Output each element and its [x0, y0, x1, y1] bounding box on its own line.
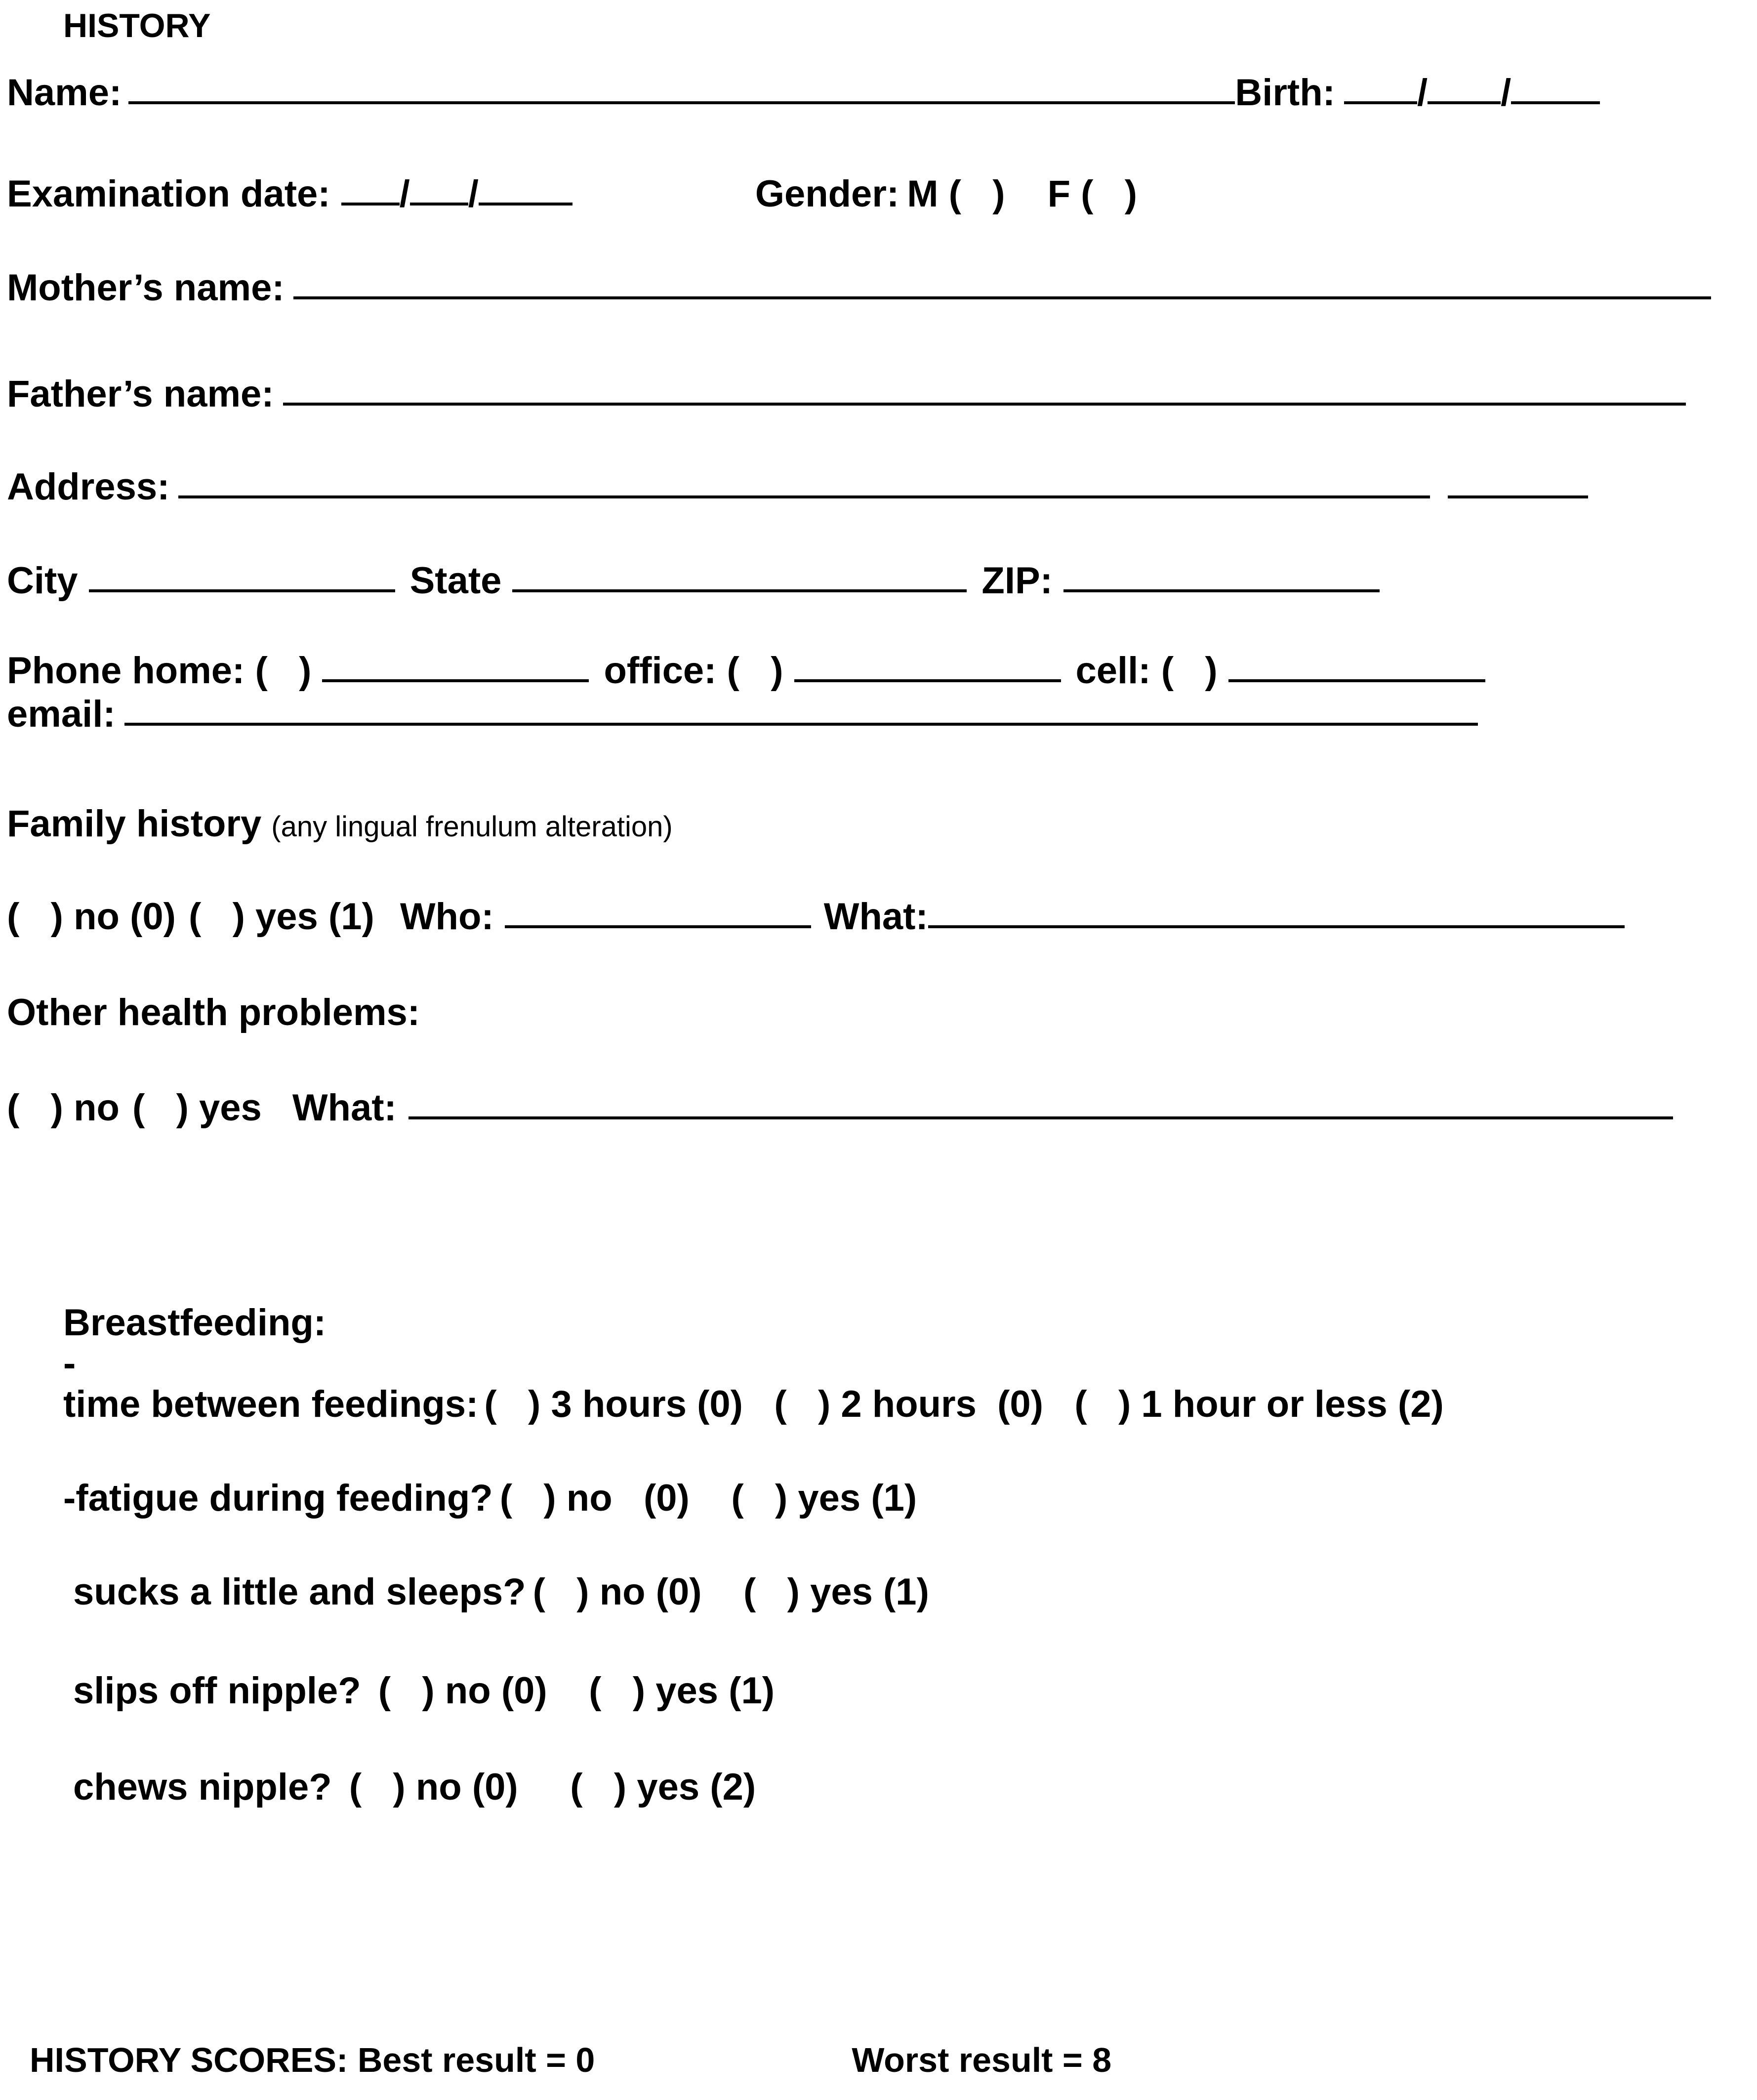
breastfeeding-dash-row — [63, 1342, 76, 1384]
city-state-zip-row — [7, 562, 1380, 600]
phone-cell-label: cell: ( ) — [1075, 650, 1218, 692]
other-health-options-row — [7, 1089, 1673, 1127]
family-history-options-row — [7, 898, 1625, 936]
mother-name-row — [7, 269, 1711, 307]
exam-date-row — [7, 175, 1137, 213]
gender-male-option[interactable]: M ( ) — [907, 173, 1005, 215]
father-name-input-line-b[interactable] — [1088, 403, 1686, 406]
breastfeeding-question-row-4 — [73, 1766, 756, 1808]
address-label: Address: — [7, 466, 170, 508]
breastfeeding-question-row-0 — [63, 1383, 1444, 1425]
exam-slash-2: / — [468, 173, 479, 215]
family-history-yes-option[interactable]: ( ) yes (1) — [188, 896, 374, 938]
father-name-input-line-a[interactable] — [283, 403, 1088, 406]
birth-day-line[interactable] — [1344, 101, 1417, 104]
state-label: State — [409, 560, 502, 602]
history-scores-row — [30, 2043, 1111, 2077]
birth-label: Birth: — [1235, 72, 1335, 114]
exam-date-label: Examination date: — [7, 173, 330, 215]
mother-name-label: Mother’s name: — [7, 267, 285, 309]
history-scores-worst-label: Worst result = 8 — [852, 2041, 1112, 2079]
address-input-line[interactable] — [178, 495, 1430, 498]
phone-row — [7, 652, 1485, 690]
city-input-line[interactable] — [89, 589, 395, 592]
other-health-heading: Other health problems: — [7, 991, 420, 1033]
exam-slash-1: / — [399, 173, 410, 215]
breastfeeding-options-1[interactable]: ( ) no (0) ( ) yes (1) — [499, 1477, 917, 1519]
family-history-who-input-line[interactable] — [505, 925, 811, 928]
page-title — [63, 9, 211, 42]
gender-female-option[interactable]: F ( ) — [1047, 173, 1138, 215]
breastfeeding-heading-row — [63, 1304, 326, 1342]
family-history-no-option[interactable]: ( ) no (0) — [7, 896, 176, 938]
name-input-line[interactable] — [128, 101, 1235, 104]
breastfeeding-options-4[interactable]: ( ) no (0) ( ) yes (2) — [338, 1766, 756, 1808]
address-row — [7, 468, 1588, 506]
exam-month-line[interactable] — [410, 203, 468, 206]
phone-office-input-line[interactable] — [794, 679, 1061, 682]
family-history-who-label: Who: — [400, 896, 494, 938]
other-health-yes-option[interactable]: ( ) yes — [132, 1087, 262, 1129]
other-health-what-input-line[interactable] — [409, 1116, 1673, 1119]
breastfeeding-question-row-2 — [73, 1573, 929, 1611]
family-history-heading-row — [7, 805, 673, 843]
zip-label: ZIP: — [981, 560, 1053, 602]
birth-month-line[interactable] — [1428, 101, 1501, 104]
mother-name-input-line[interactable] — [293, 296, 1711, 299]
phone-cell-input-line[interactable] — [1228, 679, 1485, 682]
email-input-line[interactable] — [124, 723, 1478, 726]
city-label: City — [7, 560, 78, 602]
breastfeeding-options-3[interactable]: ( ) no (0) ( ) yes (1) — [368, 1670, 775, 1712]
name-row — [7, 74, 1600, 112]
other-health-no-option[interactable]: ( ) no — [7, 1087, 120, 1129]
breastfeeding-prompt-4: chews nipple? — [73, 1766, 332, 1808]
address-extra-line[interactable] — [1448, 495, 1588, 498]
gender-label: Gender: — [755, 173, 899, 215]
birth-slash-1: / — [1417, 72, 1428, 114]
other-health-heading-row — [7, 991, 420, 1033]
exam-day-line[interactable] — [341, 203, 400, 206]
birth-year-line[interactable] — [1511, 101, 1600, 104]
father-name-row — [7, 375, 1686, 413]
phone-home-input-line[interactable] — [322, 679, 589, 682]
page-title-text: HISTORY — [63, 7, 211, 44]
breastfeeding-prompt-2: sucks a little and sleeps? — [73, 1571, 526, 1613]
name-label: Name: — [7, 72, 122, 114]
family-history-what-input-line[interactable] — [928, 925, 1625, 928]
breastfeeding-prompt-1: -fatigue during feeding? — [63, 1477, 493, 1519]
state-input-line[interactable] — [512, 589, 967, 592]
breastfeeding-options-0[interactable]: ( ) 3 hours (0) ( ) 2 hours (0) ( ) 1 hour or less (2) — [484, 1383, 1444, 1425]
zip-input-line[interactable] — [1063, 589, 1380, 592]
breastfeeding-question-row-1 — [63, 1477, 917, 1519]
breastfeeding-prompt-0: time between feedings: — [63, 1383, 479, 1425]
email-label: email: — [7, 693, 116, 735]
birth-slash-2: / — [1501, 72, 1512, 114]
breastfeeding-dash: - — [63, 1342, 76, 1384]
breastfeeding-heading: Breastfeeding: — [63, 1302, 327, 1344]
phone-office-label: office: ( ) — [604, 650, 783, 692]
father-name-label: Father’s name: — [7, 373, 274, 415]
email-row — [7, 693, 1478, 735]
breastfeeding-question-row-3 — [73, 1672, 775, 1710]
breastfeeding-options-2[interactable]: ( ) no (0) ( ) yes (1) — [532, 1571, 929, 1613]
other-health-what-label: What: — [292, 1087, 397, 1129]
family-history-heading: Family history — [7, 803, 262, 845]
breastfeeding-prompt-3: slips off nipple? — [73, 1670, 361, 1712]
family-history-what-label: What: — [823, 896, 928, 938]
phone-home-label: Phone home: ( ) — [7, 650, 312, 692]
history-scores-best-label: HISTORY SCORES: Best result = 0 — [30, 2041, 595, 2079]
exam-year-line[interactable] — [479, 203, 572, 206]
family-history-note: (any lingual frenulum alteration) — [271, 811, 673, 843]
